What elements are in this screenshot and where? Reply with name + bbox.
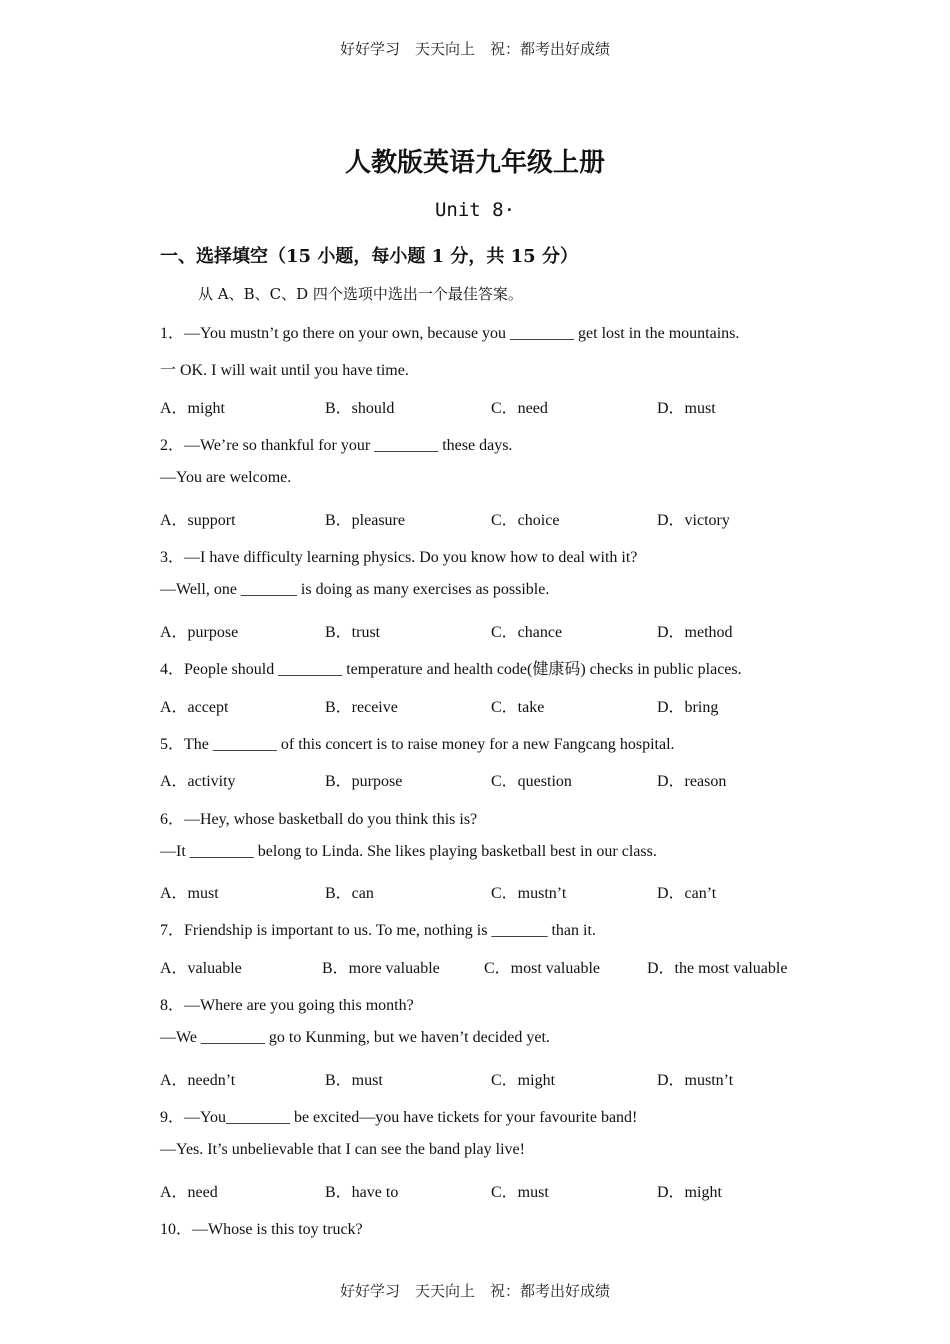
question-2-option-b: B．pleasure	[325, 512, 405, 529]
question-2-option-c: C．choice	[491, 512, 560, 529]
question-5-option-a: A．activity	[160, 773, 236, 790]
question-6-option-b: B．can	[325, 885, 374, 902]
question-7-option-b: B．more valuable	[322, 960, 440, 977]
question-8-option-d: D．mustn’t	[657, 1072, 734, 1089]
question-4-option-c: C．take	[491, 699, 545, 716]
question-2-option-d: D．victory	[657, 512, 730, 529]
question-1-option-b: B．should	[325, 400, 395, 417]
page-header: 好好学习 天天向上 祝：都考出好成绩	[339, 40, 610, 58]
question-4-line-1: 4．People should ________ temperature and health code(健康码) checks in public places.	[160, 661, 742, 678]
question-6-option-c: C．mustn’t	[491, 885, 567, 902]
question-5-option-c: C．question	[491, 773, 572, 790]
instruction-text: 从 A、B、C、D 四个选项中选出一个最佳答案。	[198, 285, 523, 303]
question-2-line-1: 2．—We’re so thankful for your ________ these days.	[160, 437, 513, 454]
question-6-option-a: A．must	[160, 885, 219, 902]
question-4-option-d: D．bring	[657, 699, 719, 716]
question-9-option-a: A．need	[160, 1184, 218, 1201]
question-3-option-c: C．chance	[491, 624, 563, 641]
question-8-line-2: —We ________ go to Kunming, but we haven’t decided yet.	[160, 1029, 550, 1046]
question-3-line-2: —Well, one _______ is doing as many exercises as possible.	[160, 581, 550, 598]
question-2-option-a: A．support	[160, 512, 236, 529]
question-5-line-1: 5．The ________ of this concert is to raise money for a new Fangcang hospital.	[160, 736, 675, 753]
question-8-line-1: 8．—Where are you going this month?	[160, 997, 414, 1014]
question-3-line-1: 3．—I have difficulty learning physics. Do you know how to deal with it?	[160, 549, 638, 566]
question-9-option-d: D．might	[657, 1184, 722, 1201]
question-4-option-b: B．receive	[325, 699, 398, 716]
question-9-option-b: B．have to	[325, 1184, 399, 1201]
question-1-line-2: 一 OK. I will wait until you have time.	[160, 362, 409, 379]
question-6-option-d: D．can’t	[657, 885, 717, 902]
question-3-option-d: D．method	[657, 624, 733, 641]
question-7-line-1: 7．Friendship is important to us. To me, nothing is _______ than it.	[160, 922, 596, 939]
question-7-option-d: D．the most valuable	[647, 960, 788, 977]
question-7-option-a: A．valuable	[160, 960, 242, 977]
question-9-line-1: 9．—You________ be excited—you have tickets for your favourite band!	[160, 1109, 638, 1126]
question-6-line-1: 6．—Hey, whose basketball do you think this is?	[160, 811, 478, 828]
question-7-option-c: C．most valuable	[484, 960, 600, 977]
question-9-option-c: C．must	[491, 1184, 549, 1201]
question-9-line-2: —Yes. It’s unbelievable that I can see the band play live!	[160, 1141, 525, 1158]
question-3-option-b: B．trust	[325, 624, 381, 641]
question-2-line-2: —You are welcome.	[160, 469, 292, 486]
question-10-line-1: 10．—Whose is this toy truck?	[160, 1221, 363, 1238]
question-8-option-b: B．must	[325, 1072, 383, 1089]
section-heading: 一、选择填空（15 小题，每小题 1 分，共 15 分）	[160, 246, 578, 267]
question-3-option-a: A．purpose	[160, 624, 239, 641]
question-8-option-c: C．might	[491, 1072, 556, 1089]
question-5-option-d: D．reason	[657, 773, 727, 790]
question-1-line-1: 1．—You mustn’t go there on your own, because you ________ get lost in the mountains.	[160, 325, 740, 342]
question-1-option-a: A．might	[160, 400, 225, 417]
question-1-option-c: C．need	[491, 400, 548, 417]
question-4-option-a: A．accept	[160, 699, 229, 716]
question-5-option-b: B．purpose	[325, 773, 403, 790]
question-6-line-2: —It ________ belong to Linda. She likes playing basketball best in our class.	[160, 843, 657, 860]
document-subtitle: Unit 8·	[434, 199, 516, 221]
page-footer: 好好学习 天天向上 祝：都考出好成绩	[339, 1282, 610, 1300]
question-1-option-d: D．must	[657, 400, 716, 417]
document-title: 人教版英语九年级上册	[344, 148, 605, 178]
question-8-option-a: A．needn’t	[160, 1072, 236, 1089]
